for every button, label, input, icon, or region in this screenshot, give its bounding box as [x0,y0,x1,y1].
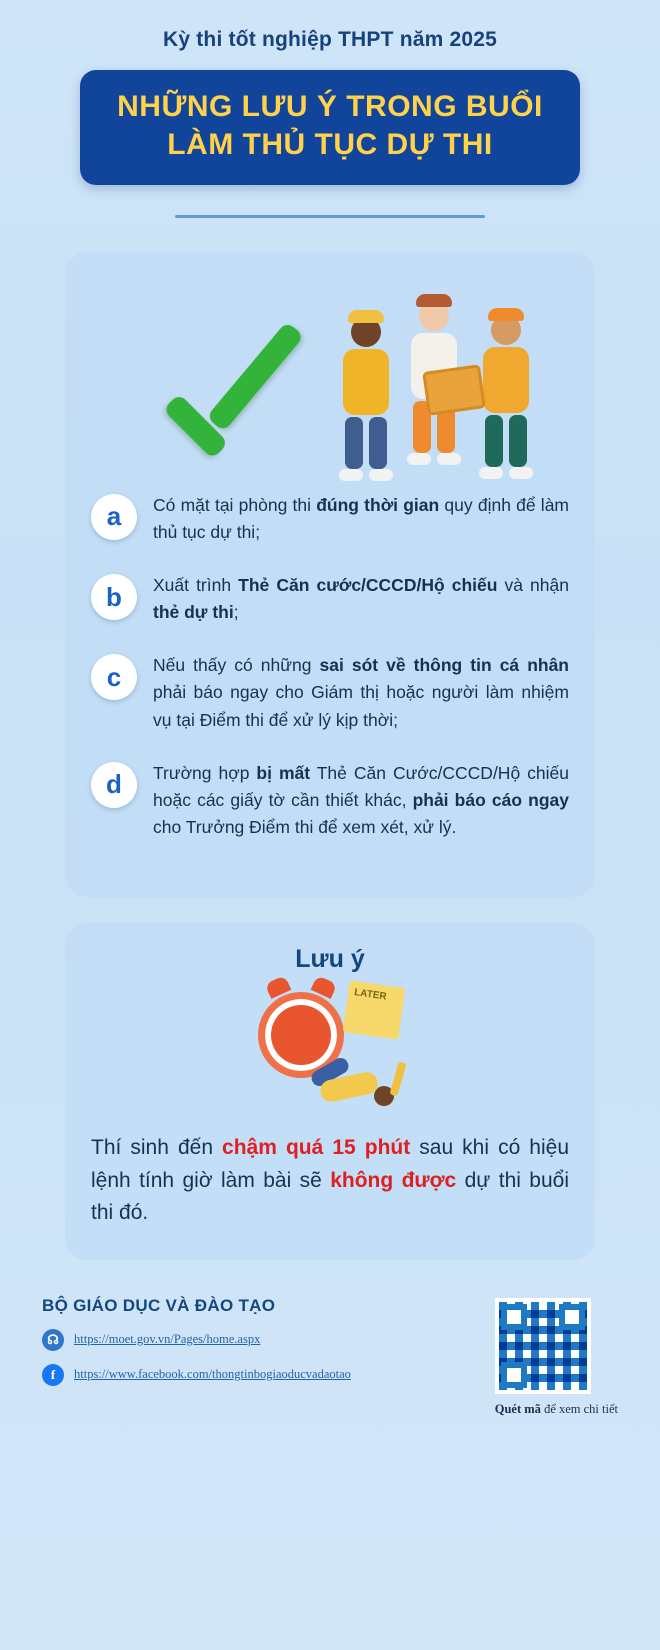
page-header [0,0,660,218]
title-banner [80,70,580,185]
instruction-text-run: cho Trưởng Điểm thi để xem xét, xử lý. [153,816,457,837]
instruction-item [91,652,569,733]
globe-icon: ☊ [42,1329,64,1351]
note-card [65,923,595,1260]
instruction-text-emphasis: phải báo cáo ngay [412,789,569,810]
instruction-text-emphasis: thẻ dự thi [153,602,234,623]
instruction-text [153,492,569,546]
facebook-icon: f [42,1364,64,1386]
header-kicker: Kỳ thi tốt nghiệp THPT năm 2025 [162,28,498,51]
facebook-link[interactable]: https://www.facebook.com/thongtinbogiaoducvadaotao [74,1367,351,1382]
instruction-bullet-c: c [91,654,137,700]
header-divider [175,215,485,218]
instruction-text-emphasis: Thẻ Căn cước/CCCD/Hộ chiếu [238,575,498,596]
instruction-text-emphasis: đúng thời gian [316,494,440,515]
sticky-note-icon: LATER [343,980,406,1039]
qr-caption-rest: để xem chi tiết [540,1401,618,1416]
instruction-text-emphasis: sai sót về thông tin cá nhân [319,655,570,676]
late-illustration [91,974,569,1124]
note-text-run: Thí sinh đến [91,1136,223,1160]
instruction-text-run: ; [233,602,239,623]
instruction-item [91,760,569,841]
page-footer [0,1296,660,1466]
instruction-text-run: Có mặt tại phòng thi [153,494,317,515]
title-line-1: NHỮNG LƯU Ý TRONG BUỔI [117,90,543,123]
instruction-list [91,492,569,841]
student-figure-right [479,308,533,479]
instruction-text [153,652,569,733]
organization-name: BỘ GIÁO DỤC VÀ ĐÀO TẠO [42,1295,276,1315]
note-text [91,1132,569,1230]
instruction-bullet-d: d [91,762,137,808]
website-link[interactable]: https://moet.gov.vn/Pages/home.aspx [74,1332,261,1347]
instruction-text-run: và nhận [497,575,569,596]
note-text-highlight: chậm quá 15 phút [222,1136,411,1160]
clipboard-icon [422,364,486,416]
instructions-card [65,252,595,897]
qr-block[interactable] [495,1298,618,1417]
note-text-highlight: không được [330,1168,457,1192]
note-text-run: dự thi buổi thi đó. [91,1168,570,1225]
instruction-item [91,492,569,546]
instruction-text [153,760,569,841]
instruction-bullet-a: a [91,494,137,540]
instruction-text-run: Nếu thấy có những [153,655,320,676]
instruction-text-emphasis: bị mất [256,762,311,783]
instruction-text-run: Thẻ Căn Cước/CCCD/Hộ chiếu hoặc các giấy tờ cần thiết khác, [153,762,569,810]
note-title: Lưu ý [295,945,365,974]
note-text-run: sau khi có hiệu lệnh tính giờ làm bài sẽ [91,1136,569,1192]
instruction-item [91,572,569,626]
students-illustration [333,288,563,473]
student-figure-left [339,310,393,481]
qr-code[interactable] [495,1298,591,1394]
late-student-figure [310,1060,430,1114]
instruction-text-run: phải báo ngay cho Giám thị hoặc người làm nhiệm vụ tại Điểm thi để xử lý kịp thời; [153,682,569,730]
green-check-icon [169,336,309,446]
instruction-text-run: quy định để làm thủ tục dự thi; [153,494,570,542]
instruction-bullet-b: b [91,574,137,620]
title-line-2: LÀM THỦ TỤC DỰ THI [167,128,493,162]
instruction-text-run: Trường hợp [153,762,257,783]
qr-caption [495,1402,618,1417]
instruction-text [153,572,569,626]
qr-caption-bold: Quét mã [494,1401,541,1416]
instruction-text-run: Xuất trình [153,575,239,596]
hero-illustration [91,278,569,478]
